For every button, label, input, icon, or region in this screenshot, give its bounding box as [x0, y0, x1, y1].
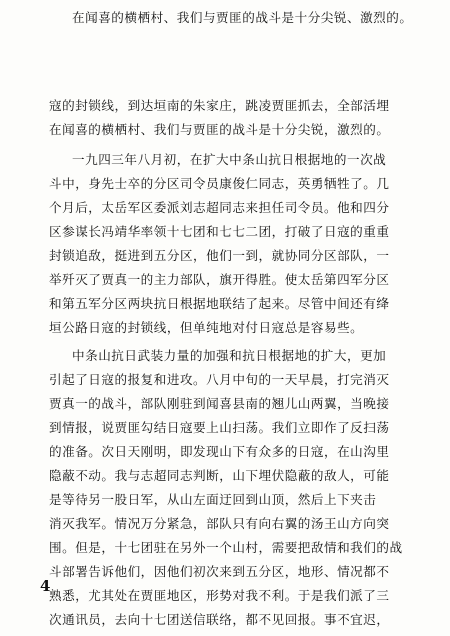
text-line: 垣公路日寇的封锁线，但单纯地对付日寇总是容易些。 — [49, 320, 364, 335]
text-line: 斗中，身先士卒的分区司令员康俊仁同志，英勇牺牲了。几 — [49, 176, 390, 191]
text-line: 的准备。次日天刚明，即发现山下有众多的日寇，在山沟里 — [49, 444, 390, 459]
text-line: 隐蔽不动。我与志超同志判断，山下埋伏隐蔽的敌人，可能 — [49, 468, 390, 483]
text-line: 斗部署告诉他们，因他们初次来到五分区，地形、情况都不 — [49, 564, 390, 579]
page-number: 4 — [40, 577, 51, 595]
text-line: 寇的封锁线，到达垣南的朱家庄，跳凌贾匪抓去，全部活埋 — [49, 98, 390, 113]
text-line: 一九四三年八月初，在扩大中条山抗日根据地的一次战 — [72, 152, 387, 167]
text-line: 引起了日寇的报复和进攻。八月中旬的一天早晨，打完消灭 — [49, 372, 390, 387]
text-line: 是等待另一股日军，从山左面迂回到山顶，然后上下夹击 — [49, 492, 377, 507]
text-line: 区参谋长冯靖华率领十七团和七七二团，打破了日寇的重重 — [49, 224, 390, 239]
text-line: 和第五军分区两块抗日根据地联结了起来。尽管中间还有绛 — [49, 296, 390, 311]
text-line: 在闻喜的横栖村、我们与贾匪的战斗是十分尖锐，激烈的。 — [49, 122, 390, 137]
text-line: 封锁追敌，挺进到五分区，他们一到，就协同分区部队，一 — [49, 248, 390, 263]
text-line: 围。但是，十七团驻在另外一个山村，需要把敌情和我们的战 — [49, 540, 403, 555]
text-line: 到情报，说贾匪勾结日寇要上山扫荡。我们立即作了反扫荡 — [49, 420, 390, 435]
text-line: 举歼灭了贾真一的主力部队，旗开得胜。使太岳第四军分区 — [49, 272, 390, 287]
text-line: 贾真一的战斗，部队刚驻到闻喜县南的翘儿山两翼，当晚接 — [49, 396, 390, 411]
text-line: 熟悉，尤其处在贾匪地区，形势对我不利。于是我们派了三 — [49, 588, 390, 603]
text-line: 消灭我军。情况万分紧急，部队只有向右翼的汤王山方向突 — [49, 516, 390, 531]
text-line: 中条山抗日武装力量的加强和抗日根据地的扩大，更加 — [72, 348, 387, 363]
text-line: 个月后，太岳军区委派刘志超同志来担任司令员。他和四分 — [49, 200, 390, 215]
text-line: 在闻喜的横栖村、我们与贾匪的战斗是十分尖锐、激烈的。 — [72, 10, 413, 25]
text-line: 次通讯员，去向十七团送信联络，都不见回报。事不宜迟， — [49, 612, 390, 627]
